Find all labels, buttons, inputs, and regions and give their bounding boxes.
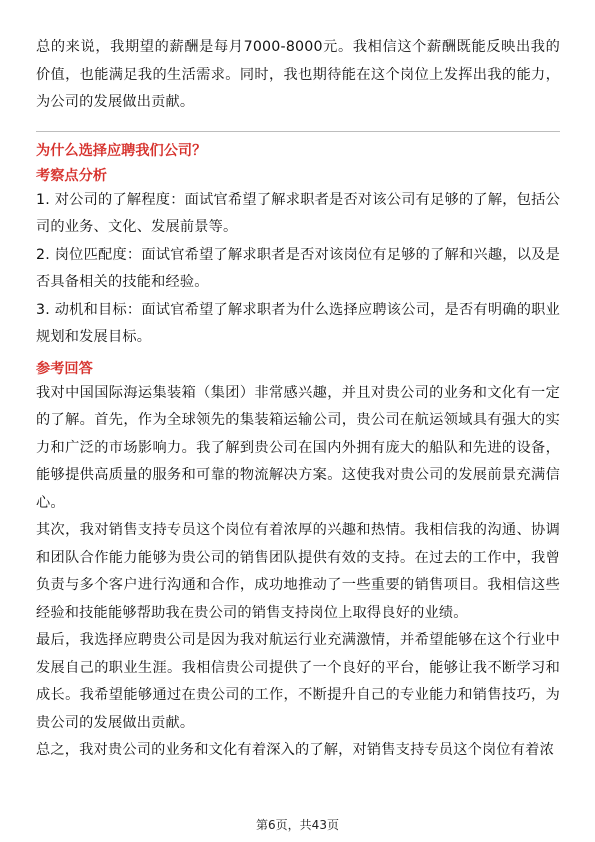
analysis-point: 2. 岗位匹配度：面试官希望了解求职者是否对该岗位有足够的了解和兴趣，以及是否具备相关的技能和经验。 (36, 246, 560, 290)
page-footer: 第6页，共43页 (256, 818, 339, 832)
answer-heading: 参考回答 (36, 360, 93, 377)
answer-paragraph: 其次，我对销售支持专员这个岗位有着浓厚的兴趣和热情。我相信我的沟通、协调和团队合作能力能够为贵公司的销售团队提供有效的支持。在过去的工作中，我曾负责与多个客户进行沟通和合作，成功地推动了一些重要的销售项目。我相信这些经验和技能能够帮助我在贵公司的销售支持岗位上取得良好的业绩。 (36, 522, 560, 621)
question-title: 为什么选择应聘我们公司？ (36, 142, 207, 159)
analysis-point: 3. 动机和目标：面试官希望了解求职者为什么选择应聘该公司，是否有明确的职业规划和发展目标。 (36, 301, 560, 345)
answer-paragraph: 最后，我选择应聘贵公司是因为我对航运行业充满激情，并希望能够在这个行业中发展自己的职业生涯。我相信贵公司提供了一个良好的平台，能够让我不断学习和成长。我希望能够通过在贵公司的工作，不断提升自己的专业能力和销售技巧，为贵公司的发展做出贡献。 (36, 632, 560, 731)
section-divider (36, 131, 560, 132)
page-content (36, 34, 560, 765)
analysis-point: 1. 对公司的了解程度：面试官希望了解求职者是否对该公司有足够的了解，包括公司的业务、文化、发展前景等。 (36, 191, 560, 235)
intro-paragraph: 总的来说，我期望的薪酬是每月7000-8000元。我相信这个薪酬既能反映出我的价值，也能满足我的生活需求。同时，我也期待能在这个岗位上发挥出我的能力，为公司的发展做出贡献。 (36, 39, 560, 110)
answer-paragraph: 我对中国国际海运集装箱（集团）非常感兴趣，并且对贵公司的业务和文化有一定的了解。首先，作为全球领先的集装箱运输公司，贵公司在航运领域具有强大的实力和广泛的市场影响力。我了解到贵公司在国内外拥有庞大的船队和先进的设备，能够提供高质量的服务和可靠的物流解决方案。这使我对贵公司的发展前景充满信心。 (36, 384, 560, 511)
analysis-heading: 考察点分析 (36, 167, 107, 184)
answer-paragraph: 总之，我对贵公司的业务和文化有着深入的了解，对销售支持专员这个岗位有着浓 (36, 742, 554, 758)
